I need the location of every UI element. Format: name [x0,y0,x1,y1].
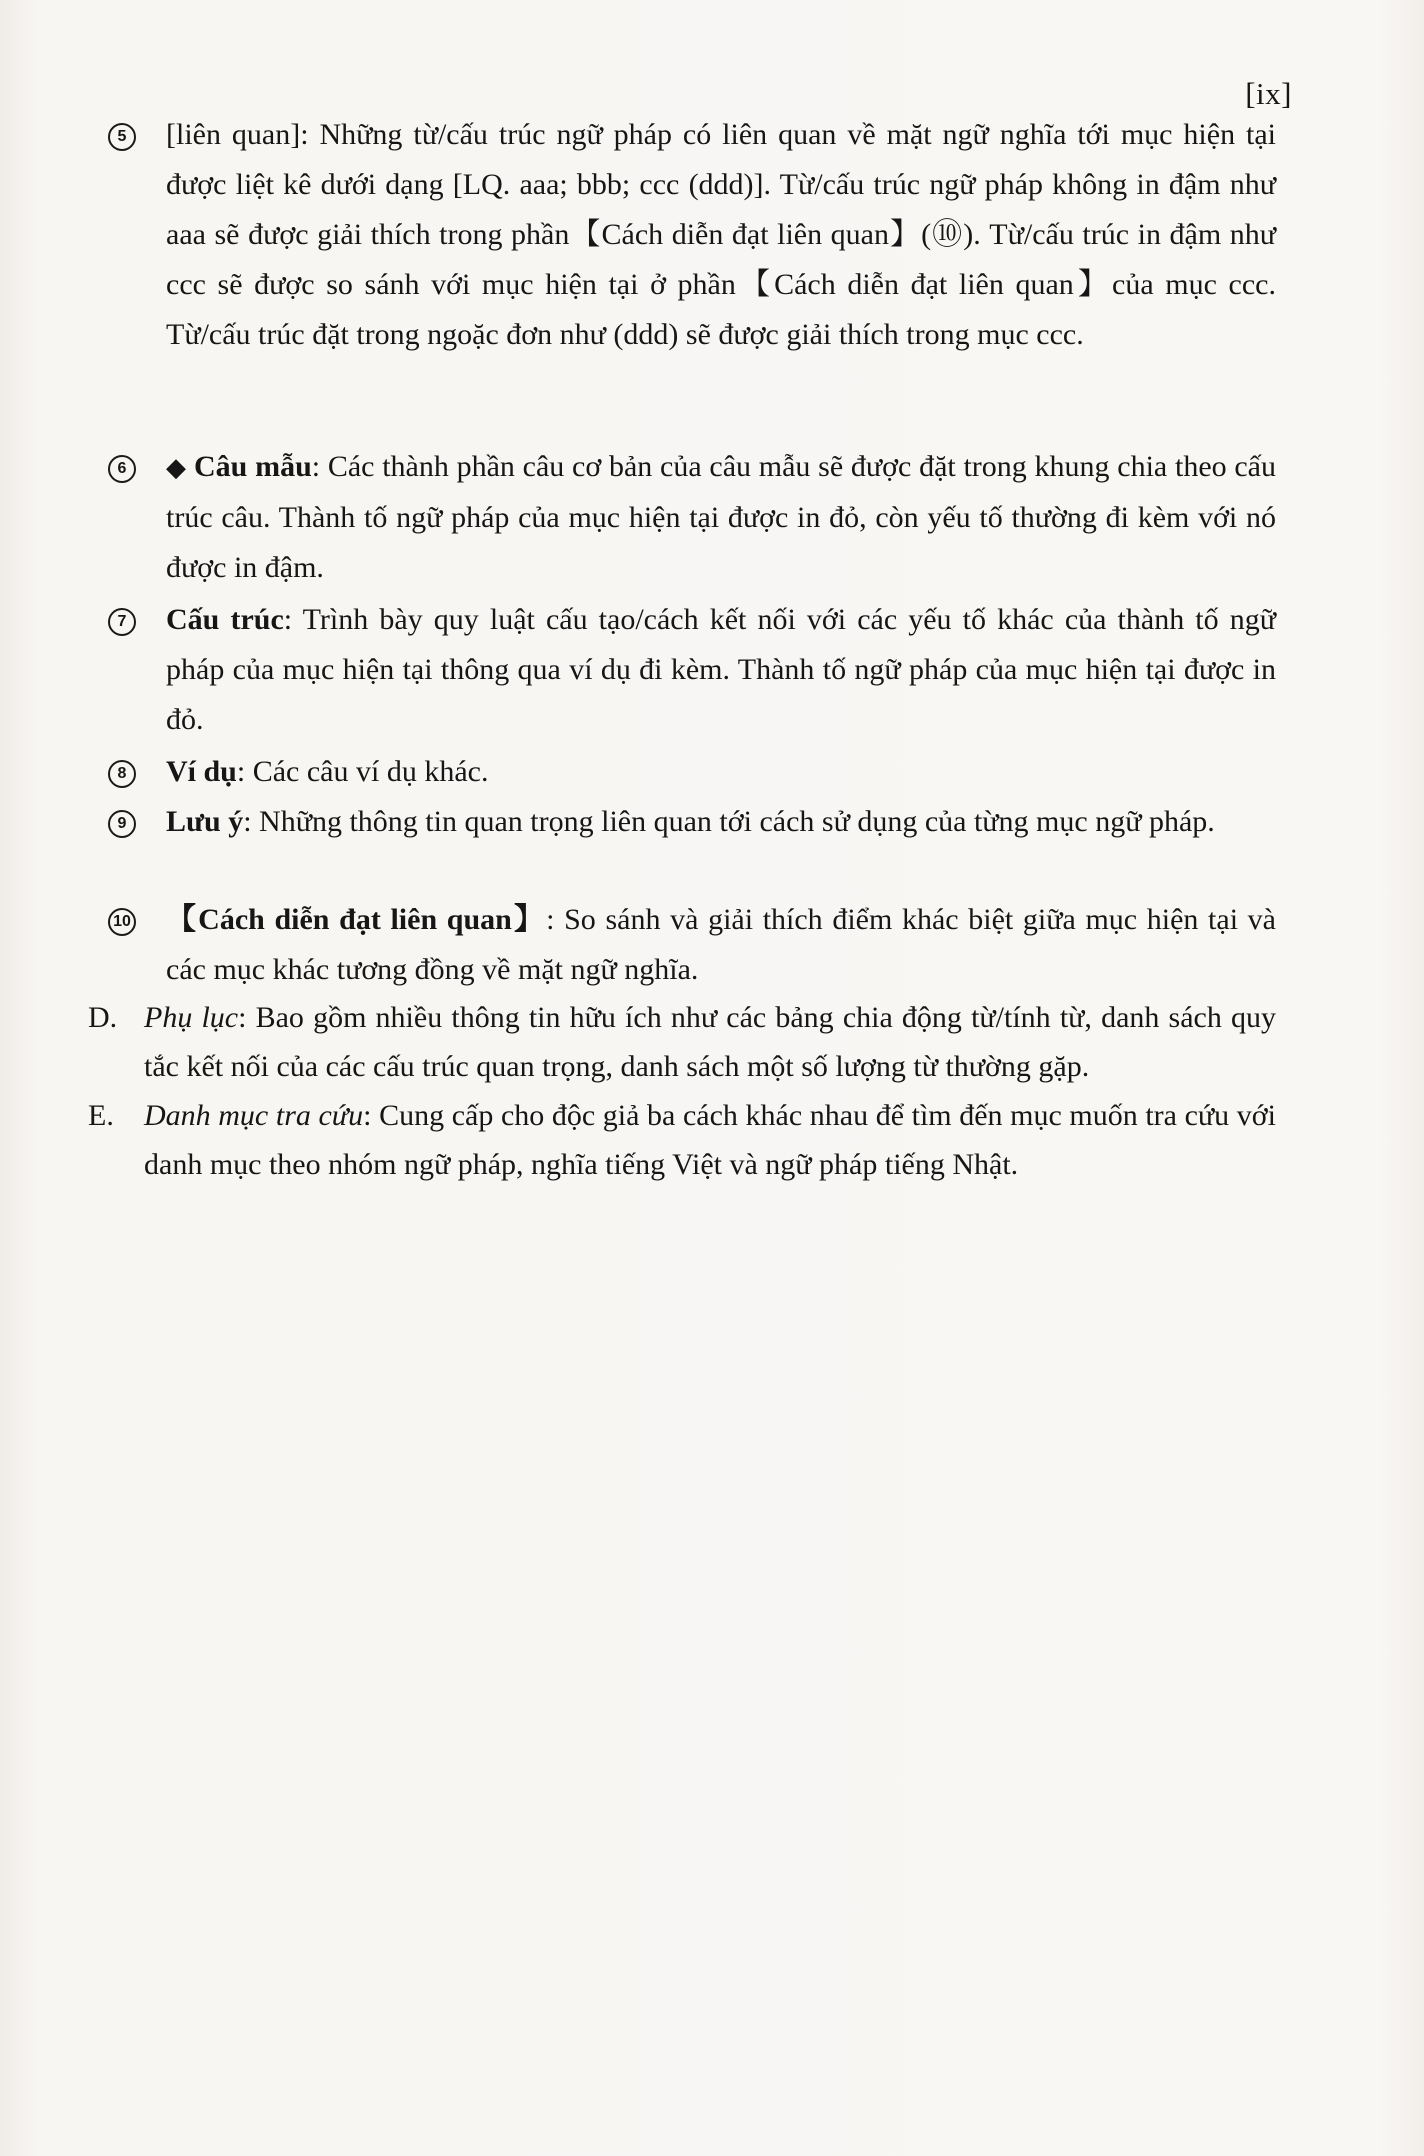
section-appendix [88,993,1276,1091]
item-marker: 6 [108,455,136,483]
item-label: 【Cách diễn đạt liên quan】 [166,903,547,936]
item-text [166,797,1276,847]
item-label: Cấu trúc [166,603,284,636]
section-label: Phụ lục [144,1001,239,1034]
section-letter: D. [88,1001,118,1034]
section-text [144,1091,1276,1189]
section-text [144,993,1276,1091]
item-text [166,747,1276,797]
list-item [108,797,1276,847]
section-index [88,1091,1276,1189]
item-text [166,895,1276,995]
item-text [166,442,1276,593]
item-label: ◆ Câu mẫu [166,450,312,483]
section-body: : Bao gồm nhiều thông tin hữu ích như các bảng chia động từ/tính từ, danh sách quy tắc kết nối của các cấu trúc quan trọng, danh sách một số lượng từ thường gặp. [144,1001,1276,1083]
item-body: [liên quan]: Những từ/cấu trúc ngữ pháp có liên quan về mặt ngữ nghĩa tới mục hiện tại được liệt kê dưới dạng [LQ. aaa; bbb; ccc (ddd)]. Từ/cấu trúc ngữ pháp không in đậm như aaa sẽ được giải thích trong phần【Cách diễn đạt liên quan】(⑩). Từ/cấu trúc in đậm như ccc sẽ được so sánh với mục hiện tại ở phần【Cách diễn đạt liên quan】của mục ccc. Từ/cấu trúc đặt trong ngoặc đơn như (ddd) sẽ được giải thích trong mục ccc. [166,118,1276,351]
page-number: [ix] [1245,76,1292,111]
item-label: Ví dụ [166,755,237,788]
section-letter: E. [88,1099,114,1132]
list-item [108,595,1276,745]
item-label: Lưu ý [166,805,244,838]
item-marker: 7 [108,608,136,636]
item-text [166,595,1276,745]
item-body: : Những thông tin quan trọng liên quan tới cách sử dụng của từng mục ngữ pháp. [243,805,1215,838]
item-body: : Trình bày quy luật cấu tạo/cách kết nối với các yếu tố khác của thành tố ngữ pháp của mục hiện tại thông qua ví dụ đi kèm. Thành tố ngữ pháp của mục hiện tại được in đỏ. [166,603,1277,736]
item-marker: 9 [108,810,136,838]
list-item [108,442,1276,593]
item-body: : Các thành phần câu cơ bản của câu mẫu sẽ được đặt trong khung chia theo cấu trúc câu. Thành tố ngữ pháp của mục hiện tại được in đỏ, còn yếu tố thường đi kèm với nó được in đậm. [166,450,1277,584]
diamond-icon: ◆ [166,453,187,483]
item-body: : So sánh và giải thích điểm khác biệt giữa mục hiện tại và các mục khác tương đồng về mặt ngữ nghĩa. [166,903,1276,986]
item-body: : Các câu ví dụ khác. [236,755,489,788]
list-item [108,747,1276,797]
section-body: : Cung cấp cho độc giả ba cách khác nhau để tìm đến mục muốn tra cứu với danh mục theo nhóm ngữ pháp, nghĩa tiếng Việt và ngữ pháp tiếng Nhật. [144,1099,1276,1181]
item-marker: 5 [108,123,136,151]
item-marker: 10 [108,908,136,936]
list-item [108,110,1276,360]
item-marker: 8 [108,760,136,788]
list-item [108,895,1276,995]
section-label: Danh mục tra cứu [144,1099,364,1132]
item-text [166,110,1276,360]
